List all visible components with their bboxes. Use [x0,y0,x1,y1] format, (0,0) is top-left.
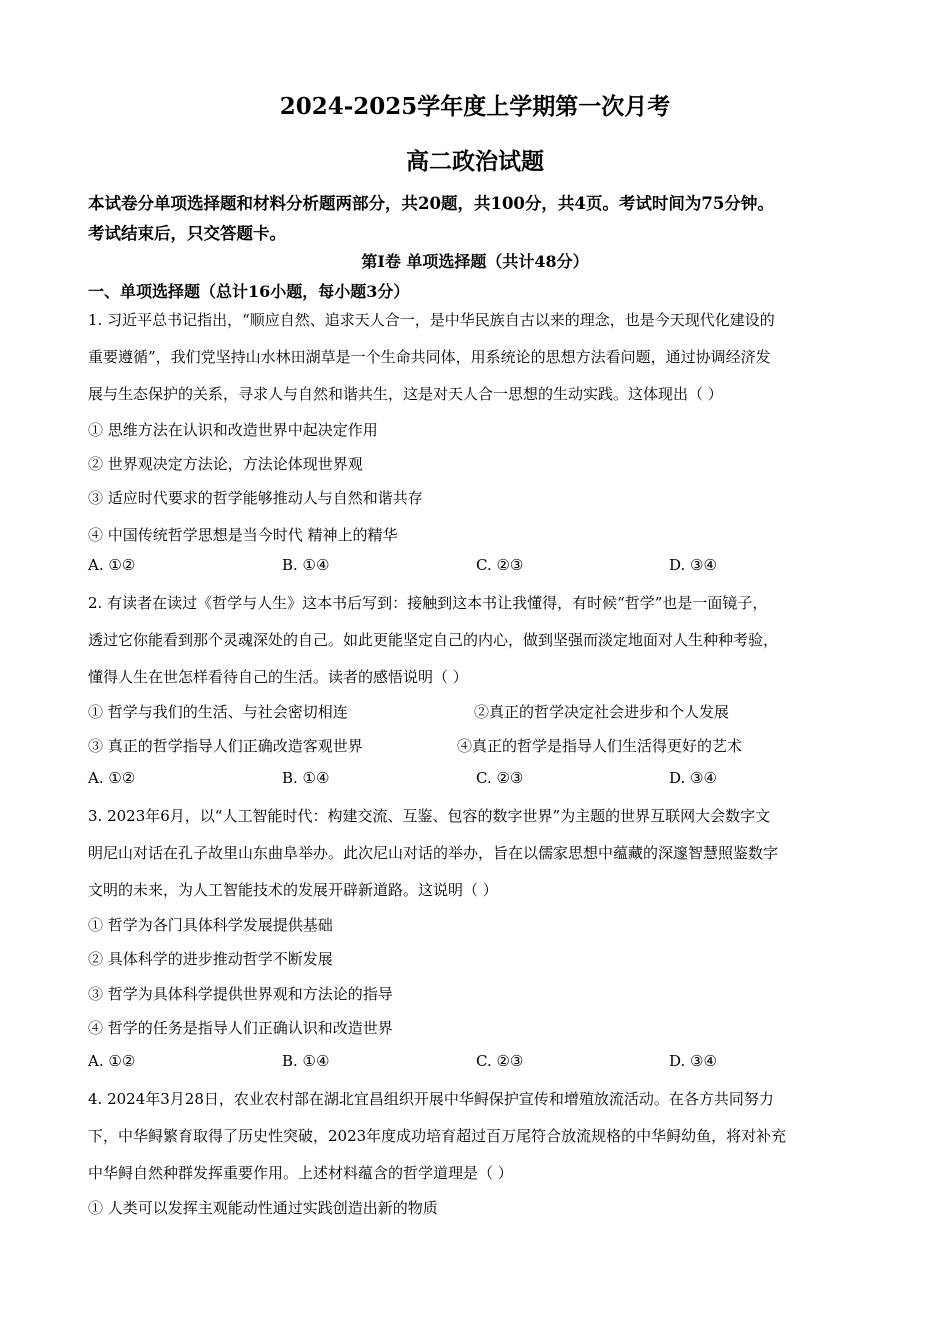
question-1-choice-a: A. ①② [88,556,136,574]
question-1-choice-b: B. ①④ [282,556,330,574]
question-2-item-4: ④真正的哲学是指导人们生活得更好的艺术 [457,737,743,755]
question-2-stem-line-3: 懂得人生在世怎样看待自己的生活。读者的感悟说明（ ） [88,668,468,686]
exam-subtitle: 高二政治试题 [406,148,544,175]
question-2-item-3: ③ 真正的哲学指导人们正确改造客观世界 [88,737,363,755]
question-2-item-1: ① 哲学与我们的生活、与社会密切相连 [88,703,348,721]
question-3-stem-line-2: 明尼山对话在孔子故里山东曲阜举办。此次尼山对话的举办，旨在以儒家思想中蕴藏的深邃智慧照鉴数字 [88,844,779,862]
question-3-item-2: ② 具体科学的进步推动哲学不断发展 [88,950,333,968]
exam-title: 2024-2025学年度上学期第一次月考 [279,93,671,120]
question-1-item-1: ① 思维方法在认识和改造世界中起决定作用 [88,421,378,439]
question-4-stem-line-3: 中华鲟自然种群发挥重要作用。上述材料蕴含的哲学道理是（ ） [88,1164,513,1182]
question-1-item-4: ④ 中国传统哲学思想是当今时代 精神上的精华 [88,526,398,544]
question-1-choice-c: C. ②③ [476,556,524,574]
question-2-choice-c: C. ②③ [476,769,524,787]
question-1-item-3: ③ 适应时代要求的哲学能够推动人与自然和谐共存 [88,489,423,507]
question-2-choice-a: A. ①② [88,769,136,787]
question-4-stem-line-2: 下，中华鲟繁育取得了历史性突破，2023年度成功培育超过百万尾符合放流规格的中华鲟幼鱼，将对补充 [88,1127,787,1145]
question-3-choice-b: B. ①④ [282,1052,330,1070]
question-3-item-4: ④ 哲学的任务是指导人们正确认识和改造世界 [88,1019,393,1037]
question-4-stem-line-1: 4. 2024年3月28日，农业农村部在湖北宜昌组织开展中华鲟保护宣传和增殖放流活动。在各方共同努力 [88,1090,774,1108]
question-3-stem-line-1: 3. 2023年6月，以“人工智能时代：构建交流、互鉴、包容的数字世界”为主题的世界互联网大会数字文 [88,807,771,825]
question-3-item-3: ③ 哲学为具体科学提供世界观和方法论的指导 [88,985,393,1003]
question-3-choice-c: C. ②③ [476,1052,524,1070]
question-1-stem-line-2: 重要遵循”，我们党坚持山水林田湖草是一个生命共同体，用系统论的思想方法看问题，通过协调经济发 [88,348,771,366]
question-1-choice-d: D. ③④ [669,556,717,574]
question-3-item-1: ① 哲学为各门具体科学发展提供基础 [88,916,333,934]
question-2-item-2: ②真正的哲学决定社会进步和个人发展 [474,703,730,721]
part-heading: 一、单项选择题（总计16小题，每小题3分） [88,282,410,301]
question-2-choice-d: D. ③④ [669,769,717,787]
question-3-choice-a: A. ①② [88,1052,136,1070]
question-1-item-2: ② 世界观决定方法论，方法论体现世界观 [88,455,363,473]
question-1-stem-line-1: 1. 习近平总书记指出，“顺应自然、追求天人合一，是中华民族自古以来的理念，也是今天现代化建设的 [88,311,775,329]
question-3-choice-d: D. ③④ [669,1052,717,1070]
question-2-choice-b: B. ①④ [282,769,330,787]
section-title: 第Ⅰ卷 单项选择题（共计48分） [361,252,589,271]
question-3-stem-line-3: 文明的未来，为人工智能技术的发展开辟新道路。这说明（ ） [88,881,498,899]
question-1-stem-line-3: 展与生态保护的关系，寻求人与自然和谐共生，这是对天人合一思想的生动实践。这体现出（ ） [88,385,723,403]
question-4-item-1: ① 人类可以发挥主观能动性通过实践创造出新的物质 [88,1199,438,1217]
exam-intro-line-1: 本试卷分单项选择题和材料分析题两部分，共20题，共100分，共4页。考试时间为75分钟。 [88,194,774,213]
exam-intro-line-2: 考试结束后，只交答题卡。 [88,224,286,243]
question-2-stem-line-1: 2. 有读者在读过《哲学与人生》这本书后写到：接触到这本书让我懂得，有时候“哲学”也是一面镜子， [88,594,768,612]
question-2-stem-line-2: 透过它你能看到那个灵魂深处的自己。如此更能坚定自己的内心，做到坚强而淡定地面对人生种种考验， [88,631,779,649]
